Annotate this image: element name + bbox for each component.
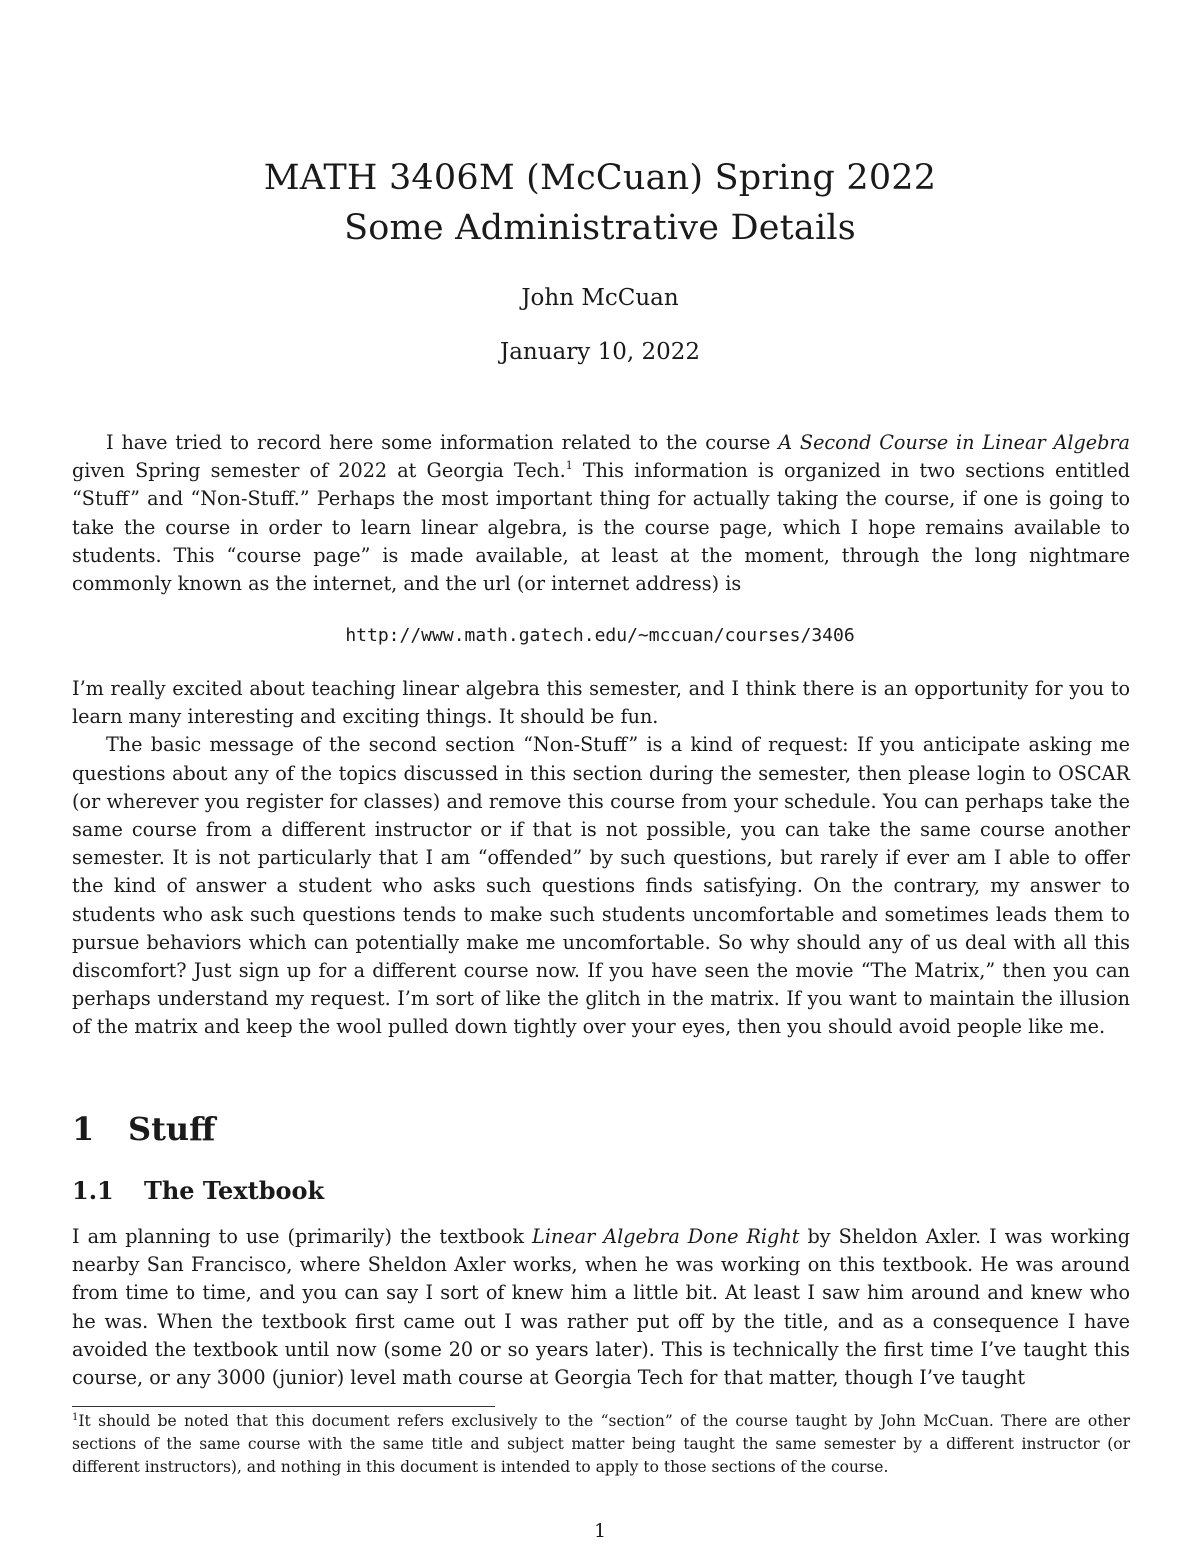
footnote-text: It should be noted that this document refers exclusively to the “section” of the course taught by John McCuan. There are other sections of the same course with the same title and subject matter being taught the same semester by a different instructor (or different instructors), and nothing in this document is intended to apply to those sections of the course. (72, 1412, 1130, 1476)
intro-text-mid: given Spring semester of 2022 at Georgia Tech. (72, 459, 566, 483)
subsection-heading-textbook (72, 1176, 324, 1205)
footnote (72, 1410, 1130, 1479)
footnote-divider (72, 1406, 495, 1407)
author: John McCuan (521, 285, 679, 311)
section-title: Stuff (128, 1110, 216, 1148)
section-number: 1 (72, 1110, 95, 1148)
title-line-1: MATH 3406M (McCuan) Spring 2022 (263, 158, 937, 198)
footnote-number: 1 (72, 1412, 79, 1423)
intro-paragraph-3: The basic message of the second section “Non-Stuff” is a kind of request: If you anticipate asking me questions about any of the topics discussed in this section during the semester, then please login to OSCAR (or wherever you register for classes) and remove this course from your schedule. You can perhaps take the same course from a different instructor or if that is not possible, you can take the same course another semester. It is not particularly that I am “offended” by such questions, but rarely if ever am I able to offer the kind of answer a student who asks such questions finds satisfying. On the contrary, my answer to students who ask such questions tends to make such students uncomfortable and sometimes leads them to pursue behaviors which can potentially make me uncomfortable. So why should any of us deal with all this discomfort? Just sign up for a different course now. If you have seen the movie “The Matrix,” then you can perhaps understand my request. I’m sort of like the glitch in the matrix. If you want to maintain the illusion of the matrix and keep the wool pulled down tightly over your eyes, then you should avoid people like me. (72, 733, 1130, 1039)
page-number: 1 (593, 1520, 607, 1542)
subsection-number: 1.1 (72, 1176, 114, 1205)
date: January 10, 2022 (500, 339, 700, 365)
intro-text-start: I have tried to record here some information related to the course (106, 431, 779, 454)
title-line-2: Some Administrative Details (344, 208, 856, 248)
intro-paragraphs (72, 675, 1130, 1042)
course-title: A Second Course in Linear Algebra (778, 431, 1130, 454)
textbook-paragraph (72, 1223, 1130, 1392)
section-heading-stuff (72, 1110, 215, 1148)
intro-text-end: This information is organized in two sections entitled “Stuff” and “Non-Stuff.” Perhaps the most important thing for actually taking the course, if one is going to take the course in order to learn linear algebra, is the course page, which I hope remains available to students. This “course page” is made available, at least at the moment, through the long nightmare commonly known as the internet, and the url (or internet address) is (72, 459, 1130, 596)
textbook-text-end: by Sheldon Axler. I was working nearby San Francisco, where Sheldon Axler works, when he was working on this textbook. He was around from time to time, and you can say I sort of knew him a little bit. At least I saw him around and knew who he was. When the textbook first came out I was rather put off by the title, and as a consequence I have avoided the textbook until now (some 20 or so years later). This is technically the first time I’ve taught this course, or any 3000 (junior) level math course at Georgia Tech for that matter, though I’ve taught (72, 1225, 1131, 1390)
intro-paragraph-2: I’m really excited about teaching linear algebra this semester, and I think there is an opportunity for you to learn many interesting and exciting things. It should be fun. (72, 677, 1130, 729)
textbook-text-start: I am planning to use (primarily) the textbook (72, 1225, 533, 1248)
footnote-marker: 1 (565, 459, 573, 473)
course-url[interactable]: http://www.math.gatech.edu/~mccuan/courses/3406 (345, 625, 855, 646)
document-title (0, 153, 1200, 253)
intro-paragraph-1 (72, 429, 1130, 598)
subsection-title: The Textbook (144, 1176, 325, 1205)
textbook-title: Linear Algebra Done Right (532, 1225, 800, 1248)
